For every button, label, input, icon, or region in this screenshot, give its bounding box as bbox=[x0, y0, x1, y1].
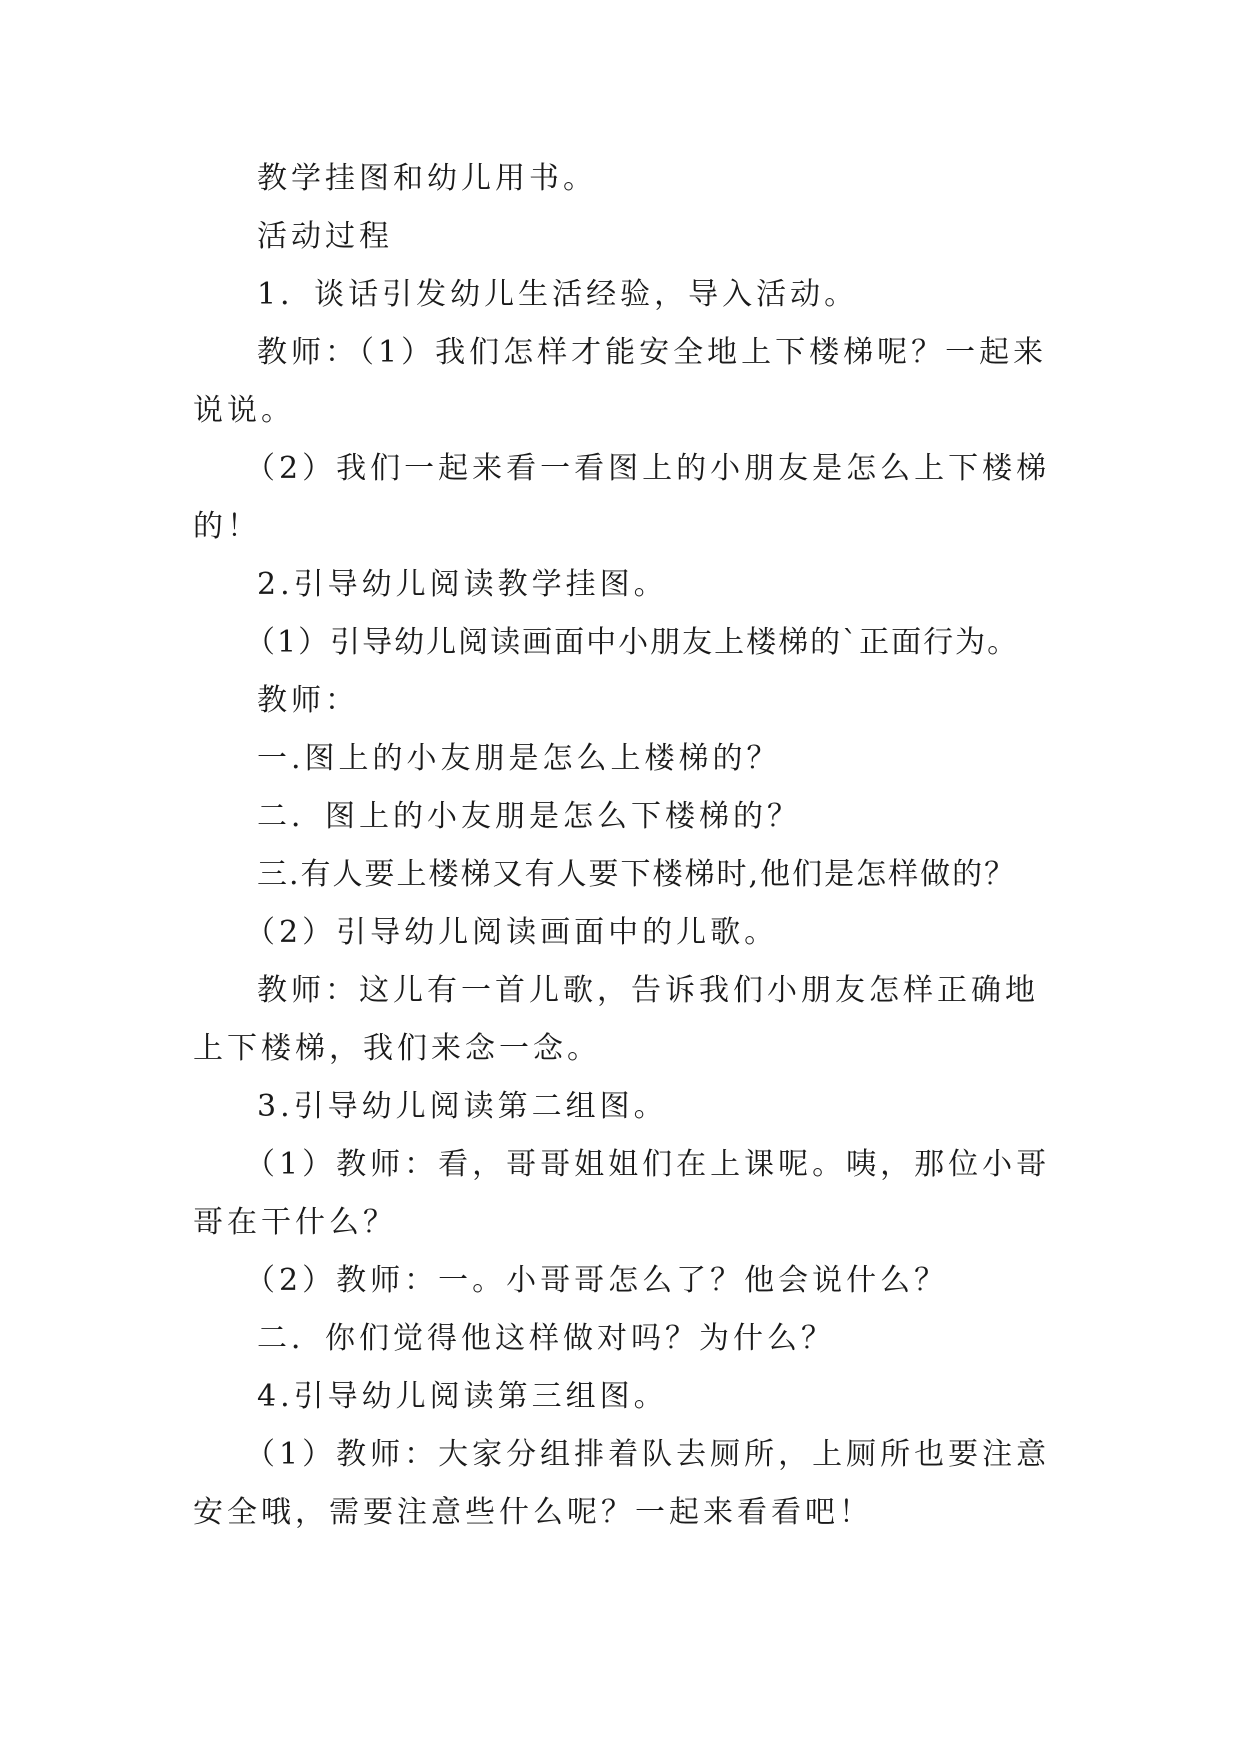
paragraph-step-4-sub-1: （1）教师：大家分组排着队去厕所，上厕所也要注意安全哦，需要注意些什么呢？一起来看看吧！ bbox=[193, 1437, 1051, 1530]
paragraph-question-two: 二．图上的小友朋是怎么下楼梯的？ bbox=[257, 799, 801, 834]
paragraph-step-1: 1．谈话引发幼儿生活经验，导入活动。 bbox=[257, 277, 859, 312]
paragraph-step-2: 2.引导幼儿阅读教学挂图。 bbox=[257, 567, 668, 602]
paragraph-step-3-question: 二．你们觉得他这样做对吗？为什么？ bbox=[257, 1321, 835, 1356]
paragraph-step-2-sub-2: （2）引导幼儿阅读画面中的儿歌。 bbox=[245, 915, 779, 950]
paragraph-question-three: 三.有人要上楼梯又有人要下楼梯时,他们是怎样做的？ bbox=[257, 857, 1017, 892]
paragraph-heading-process: 活动过程 bbox=[257, 219, 393, 254]
paragraph-materials: 教学挂图和幼儿用书。 bbox=[257, 161, 597, 196]
paragraph-step-3-sub-2: （2）教师：一。小哥哥怎么了？他会说什么？ bbox=[245, 1263, 949, 1298]
paragraph-teacher-question-2: （2）我们一起来看一看图上的小朋友是怎么上下楼梯的！ bbox=[193, 451, 1051, 544]
paragraph-step-4: 4.引导幼儿阅读第三组图。 bbox=[257, 1379, 668, 1414]
paragraph-step-3-sub-1: （1）教师：看，哥哥姐姐们在上课呢。咦，那位小哥哥在干什么？ bbox=[193, 1147, 1051, 1240]
document-body bbox=[193, 150, 1053, 1542]
paragraph-teacher-rhyme: 教师：这儿有一首儿歌，告诉我们小朋友怎样正确地上下楼梯，我们来念一念。 bbox=[193, 973, 1039, 1066]
paragraph-teacher-label: 教师： bbox=[257, 683, 359, 718]
paragraph-question-one: 一.图上的小友朋是怎么上楼梯的？ bbox=[257, 741, 781, 776]
paragraph-step-3: 3.引导幼儿阅读第二组图。 bbox=[257, 1089, 668, 1124]
paragraph-teacher-question-1: 教师：（1）我们怎样才能安全地上下楼梯呢？一起来说说。 bbox=[193, 335, 1048, 428]
paragraph-step-2-sub-1: （1）引导幼儿阅读画面中小朋友上楼梯的`正面行为。 bbox=[245, 625, 1020, 660]
